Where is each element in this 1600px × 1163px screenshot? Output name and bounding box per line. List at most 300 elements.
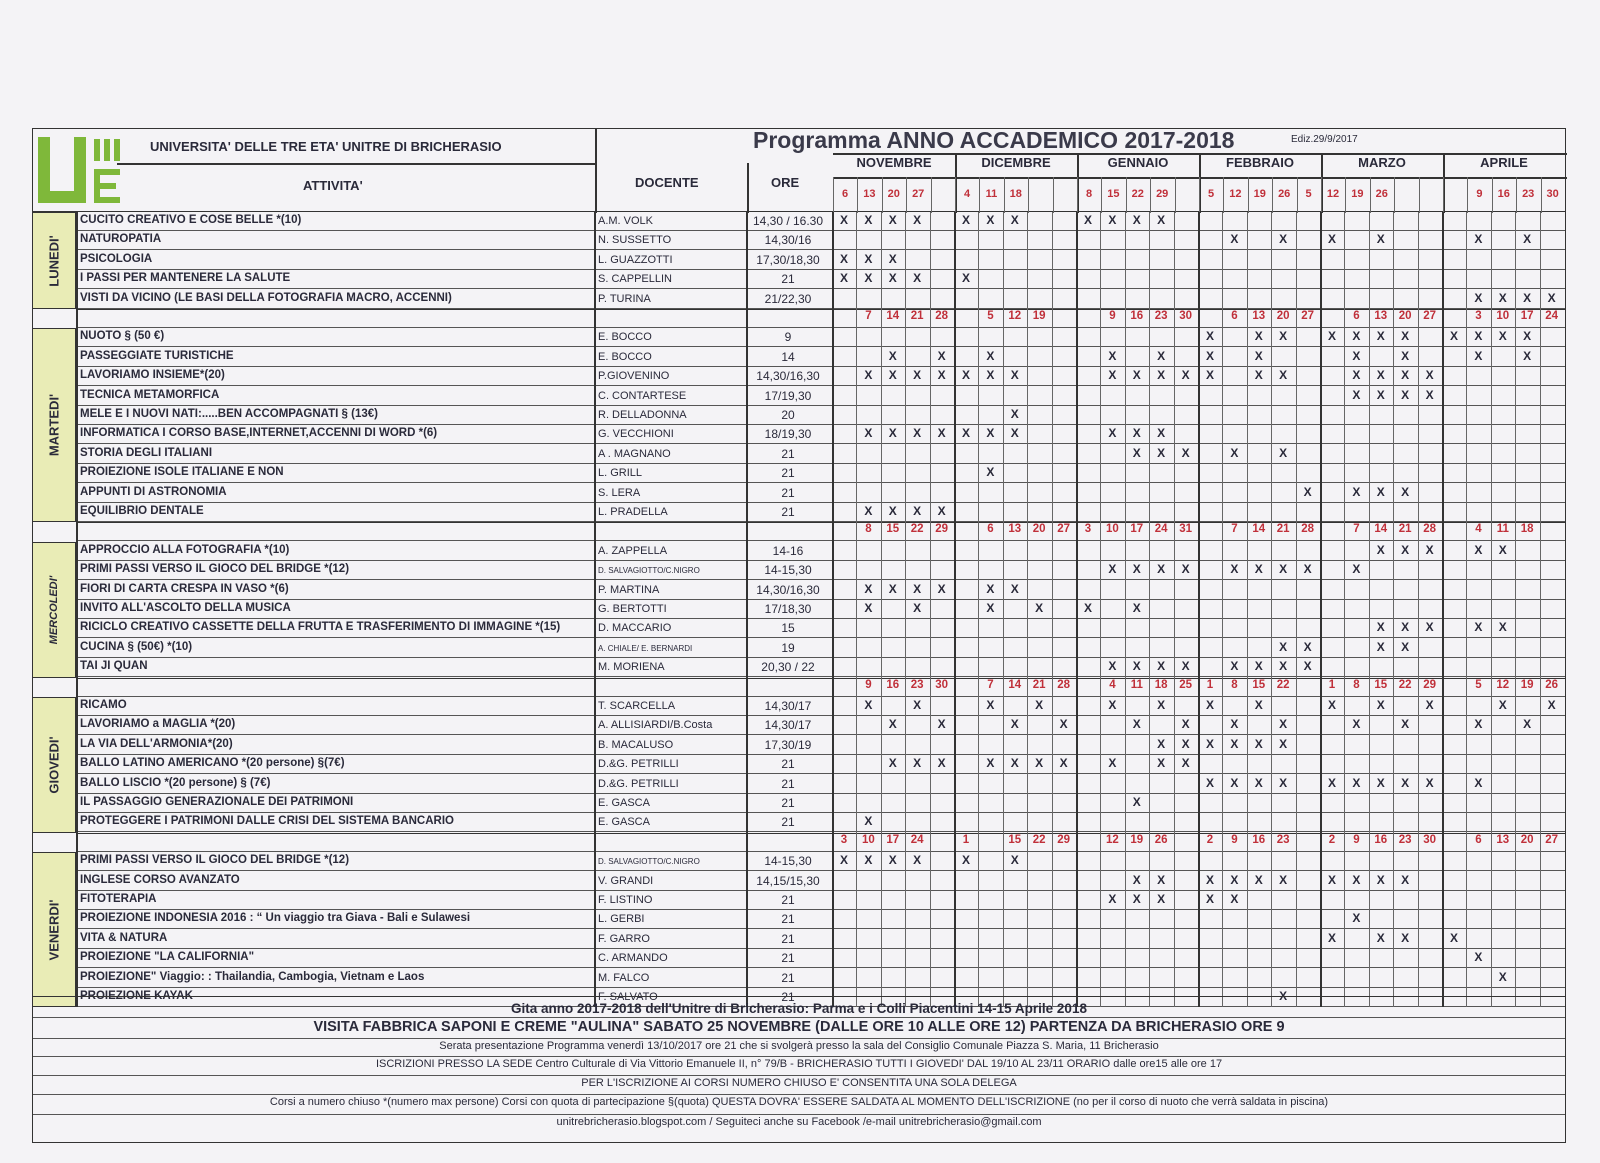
- month-label: FEBBRAIO: [1226, 155, 1294, 170]
- day-number: 16: [1497, 188, 1510, 200]
- day-number: 9: [1231, 833, 1238, 846]
- day-column-line: [1076, 212, 1078, 1007]
- day-number: 10: [1105, 523, 1119, 536]
- activity-name: IL PASSAGGIO GENERAZIONALE DEI PATRIMONI: [80, 796, 354, 808]
- session-mark: X: [1401, 872, 1410, 887]
- day-number: 6: [1475, 833, 1482, 846]
- session-mark: X: [1474, 775, 1483, 790]
- day-number: 11: [1130, 678, 1143, 691]
- day-number: 28: [935, 310, 948, 322]
- session-mark: X: [1303, 639, 1312, 654]
- table-row: [32, 503, 1566, 522]
- time-slot: 21: [781, 796, 795, 810]
- session-mark: X: [1108, 756, 1117, 771]
- session-mark: X: [1132, 368, 1141, 383]
- day-number: 9: [865, 678, 872, 691]
- day-number: 16: [1130, 310, 1144, 322]
- table-row: [32, 794, 1566, 813]
- session-mark: X: [1132, 717, 1141, 732]
- day-number: 22: [910, 523, 924, 536]
- table-row: [32, 852, 1566, 871]
- session-mark: X: [1108, 368, 1117, 383]
- day-number: 5: [1475, 678, 1482, 691]
- day-column-line: [881, 212, 882, 1007]
- teacher-name: P. TURINA: [598, 292, 651, 305]
- session-mark: X: [913, 601, 922, 615]
- session-mark: X: [888, 368, 897, 383]
- day-number: 1: [1328, 678, 1336, 691]
- session-mark: X: [1132, 795, 1141, 809]
- day-number: 22: [1131, 188, 1144, 200]
- session-mark: X: [913, 368, 922, 383]
- teacher-name: B. MACALUSO: [598, 738, 674, 751]
- day-number: 18: [1154, 678, 1168, 691]
- day-number: 8: [865, 523, 872, 536]
- session-mark: X: [1010, 368, 1019, 383]
- session-mark: X: [1352, 348, 1361, 363]
- activity-name: LAVORIAMO a MAGLIA *(20): [80, 718, 236, 731]
- month-label: MARZO: [1358, 155, 1406, 170]
- session-mark: X: [1547, 290, 1556, 305]
- session-mark: X: [1425, 387, 1434, 402]
- session-mark: X: [864, 271, 873, 286]
- day-number: 20: [1276, 310, 1290, 322]
- page-title: Programma ANNO ACCADEMICO 2017-2018: [753, 127, 1235, 153]
- day-column-line: [1198, 212, 1200, 1007]
- teacher-name: D.&G. PETRILLI: [598, 777, 679, 790]
- registration-info: ISCRIZIONI PRESSO LA SEDE Centro Culturale di Via Vittorio Emanuele II, n° 79/B - BRICHERASIO TUTTI I GIOVEDI' DAL 19/10 AL 23/11 ORARIO dalle ore15 alle ore 17: [375, 1058, 1223, 1070]
- session-mark: X: [1376, 872, 1385, 887]
- session-mark: X: [1352, 368, 1361, 383]
- session-mark: X: [1010, 717, 1019, 732]
- session-mark: X: [1108, 892, 1117, 906]
- teacher-name: G. BERTOTTI: [598, 603, 667, 615]
- session-mark: X: [1157, 445, 1166, 460]
- session-mark: X: [1035, 756, 1044, 771]
- time-slot: 18/19,30: [764, 427, 812, 442]
- session-mark: X: [1279, 775, 1288, 790]
- day-column-line: [1222, 212, 1223, 1007]
- day-column-line: [1393, 212, 1394, 1007]
- session-mark: X: [1083, 601, 1092, 615]
- time-slot: 20: [781, 408, 795, 422]
- activity-name: BALLO LATINO AMERICANO *(20 persone) §(7€): [80, 757, 345, 770]
- session-mark: X: [1279, 736, 1288, 751]
- day-number: 23: [1522, 188, 1535, 200]
- day-number: 19: [1253, 188, 1266, 200]
- session-mark: X: [1132, 562, 1141, 577]
- time-slot: 21/22,30: [764, 291, 812, 306]
- teacher-name: L. GERBI: [598, 913, 645, 926]
- table-row: [32, 930, 1566, 949]
- day-number: 24: [1545, 310, 1558, 322]
- teacher-name: L. PRADELLA: [598, 506, 668, 518]
- weekday-name: MARTEDI': [46, 394, 62, 457]
- activity-name: APPROCCIO ALLA FOTOGRAFIA *(10): [80, 543, 290, 556]
- session-mark: X: [1181, 368, 1190, 383]
- session-mark: X: [1010, 407, 1019, 421]
- table-row: [32, 813, 1566, 832]
- activity-name: RICICLO CREATIVO CASSETTE DELLA FRUTTA E TRASFERIMENTO DI IMMAGINE *(15): [80, 621, 561, 634]
- day-number: 26: [1154, 833, 1168, 846]
- day-numbers-row: [32, 678, 1566, 697]
- session-mark: X: [1205, 775, 1214, 790]
- day-number: 2: [1206, 833, 1214, 846]
- day-number: 22: [1276, 678, 1290, 691]
- university-name: UNIVERSITA' DELLE TRE ETA' UNITRE DI BRICHERASIO: [150, 139, 502, 154]
- teacher-name: V. GRANDI: [598, 874, 654, 887]
- weekday-label: [32, 852, 76, 1007]
- day-number: 7: [865, 310, 872, 322]
- session-mark: X: [1401, 930, 1410, 945]
- teacher-name: A.M. VOLK: [598, 215, 654, 227]
- month-label: NOVEMBRE: [856, 155, 932, 170]
- day-number: 27: [1545, 833, 1558, 846]
- session-mark: X: [1254, 348, 1263, 363]
- session-mark: X: [1205, 736, 1214, 751]
- day-number: 10: [1496, 310, 1510, 322]
- day-number: 16: [1252, 833, 1266, 846]
- session-mark: X: [1157, 426, 1166, 441]
- day-number: 15: [886, 523, 900, 536]
- day-column-line: [1003, 212, 1004, 1007]
- session-mark: X: [1254, 329, 1263, 344]
- session-mark: X: [864, 814, 873, 829]
- session-mark: X: [1303, 484, 1312, 499]
- table-row: [32, 658, 1566, 677]
- session-mark: X: [1132, 872, 1141, 887]
- day-column-line: [1418, 212, 1419, 1007]
- day-number: 8: [1353, 678, 1360, 691]
- day-number: 27: [912, 188, 925, 200]
- session-mark: X: [1474, 717, 1483, 732]
- table-row: [32, 231, 1566, 250]
- day-number: 22: [1032, 833, 1046, 846]
- teacher-name: G. VECCHIONI: [598, 428, 674, 441]
- session-mark: X: [1059, 717, 1068, 732]
- teacher-name: N. SUSSETTO: [598, 234, 672, 247]
- day-number: 19: [1520, 678, 1534, 691]
- day-number: 5: [1305, 188, 1312, 200]
- session-mark: X: [961, 271, 970, 286]
- day-column-line: [1174, 212, 1175, 1007]
- session-mark: X: [1376, 639, 1385, 654]
- session-mark: X: [1132, 213, 1141, 227]
- table-row: [32, 949, 1566, 968]
- teacher-name: F. GARRO: [598, 932, 650, 945]
- table-row: [32, 600, 1566, 619]
- session-mark: X: [1132, 659, 1141, 674]
- session-mark: X: [1132, 445, 1141, 460]
- activity-name: MELE E I NUOVI NATI:.....BEN ACCOMPAGNATI § (13€): [80, 408, 378, 420]
- session-mark: X: [1401, 542, 1410, 557]
- day-number: 12: [1105, 833, 1119, 846]
- session-mark: X: [1230, 445, 1239, 460]
- session-mark: X: [1157, 659, 1166, 674]
- activity-name: LAVORIAMO INSIEME*(20): [80, 369, 225, 382]
- day-number: 26: [1278, 188, 1291, 200]
- day-number: 29: [1057, 833, 1070, 846]
- time-slot: 21: [781, 931, 795, 946]
- day-number: 17: [1130, 523, 1144, 536]
- day-number: 30: [1179, 310, 1192, 322]
- day-number: 26: [1375, 188, 1388, 200]
- activity-name: PROIEZIONE "LA CALIFORNIA": [80, 951, 255, 964]
- activity-name: TECNICA METAMORFICA: [80, 388, 220, 401]
- time-slot: 15: [781, 621, 795, 636]
- session-mark: X: [1230, 775, 1239, 790]
- day-column-line: [954, 212, 956, 1007]
- session-mark: X: [1352, 387, 1361, 402]
- session-mark: X: [839, 853, 848, 868]
- session-mark: X: [1010, 581, 1019, 596]
- session-mark: X: [1352, 872, 1361, 887]
- table-row: [32, 619, 1566, 638]
- session-mark: X: [1401, 717, 1410, 732]
- activity-name: RICAMO: [80, 699, 127, 711]
- day-number: 27: [1057, 523, 1070, 536]
- session-mark: X: [1425, 542, 1434, 557]
- teacher-name: T. SCARCELLA: [598, 700, 676, 712]
- session-mark: X: [864, 601, 873, 615]
- column-line: [746, 212, 748, 1007]
- session-mark: X: [839, 251, 848, 266]
- session-mark: X: [1352, 717, 1361, 732]
- time-slot: 21: [781, 757, 795, 772]
- table-row: [32, 561, 1566, 580]
- session-mark: X: [1279, 717, 1288, 732]
- session-mark: X: [1157, 368, 1166, 383]
- session-mark: X: [1498, 290, 1507, 305]
- activity-name: STORIA DEGLI ITALIANI: [80, 446, 213, 459]
- day-number: 28: [1301, 523, 1314, 536]
- day-number: 15: [1107, 188, 1120, 200]
- day-column-line: [1515, 212, 1516, 1007]
- day-number: 9: [1476, 188, 1483, 200]
- weekday-label: [32, 212, 76, 309]
- day-number: 13: [1252, 310, 1266, 322]
- session-mark: X: [986, 756, 995, 771]
- session-mark: X: [1401, 484, 1410, 499]
- day-number: 9: [1109, 310, 1116, 322]
- table-row: [32, 639, 1566, 658]
- time-slot: 17/18,30: [764, 602, 812, 616]
- day-number: 4: [1475, 523, 1482, 536]
- table-row: [32, 542, 1566, 561]
- session-mark: X: [1157, 562, 1166, 577]
- session-mark: X: [1157, 213, 1166, 227]
- session-mark: X: [1010, 756, 1019, 771]
- session-mark: X: [1327, 698, 1336, 712]
- time-slot: 19: [781, 640, 795, 655]
- teacher-name: R. DELLADONNA: [598, 409, 687, 421]
- session-mark: X: [961, 368, 970, 383]
- day-number: 8: [1085, 188, 1093, 200]
- session-mark: X: [1352, 911, 1361, 926]
- day-column-line: [1052, 212, 1053, 1007]
- time-slot: 21: [781, 990, 795, 1004]
- day-column-line: [1466, 212, 1467, 1007]
- contacts: unitrebricherasio.blogspot.com / Seguiteci anche su Facebook /e-mail unitrebricherasio@gmail.com: [556, 1116, 1042, 1128]
- session-mark: X: [1498, 698, 1507, 712]
- session-mark: X: [986, 368, 995, 383]
- session-mark: X: [1108, 348, 1117, 363]
- activity-name: FIORI DI CARTA CRESPA IN VASO *(6): [80, 582, 289, 595]
- activity-name: EQUILIBRIO DENTALE: [80, 505, 204, 517]
- session-mark: X: [986, 348, 995, 363]
- day-number: 13: [863, 188, 876, 200]
- time-slot: 20,30 / 22: [761, 660, 815, 675]
- session-mark: X: [1157, 756, 1166, 771]
- session-mark: X: [961, 213, 970, 227]
- teacher-name: E. GASCA: [598, 797, 650, 809]
- day-number: 26: [1545, 678, 1558, 691]
- day-number: 24: [910, 833, 924, 846]
- schedule-grid: [32, 212, 1566, 1004]
- session-mark: X: [913, 756, 922, 771]
- session-mark: X: [1108, 426, 1117, 441]
- day-number: 19: [1032, 310, 1046, 322]
- activity-name: PROTEGGERE I PATRIMONI DALLE CRISI DEL SISTEMA BANCARIO: [80, 815, 454, 828]
- activity-name: NATUROPATIA: [80, 233, 162, 246]
- day-number: 16: [1374, 833, 1388, 846]
- session-mark: X: [1327, 872, 1336, 887]
- day-number: 29: [935, 523, 948, 536]
- activity-name: FITOTERAPIA: [80, 893, 157, 905]
- session-mark: X: [888, 271, 897, 286]
- day-number: 3: [840, 833, 848, 846]
- time-slot: 17,30/19: [764, 737, 812, 752]
- trip-announcement: Gita anno 2017-2018 dell'Unitre di Bricherasio: Parma e i Colli Piacentini 14-15 Aprile 2018: [511, 1001, 1087, 1016]
- activity-name: PROIEZIONE KAYAK: [80, 990, 193, 1002]
- session-mark: X: [1279, 659, 1288, 674]
- time-slot: 21: [781, 446, 795, 461]
- session-mark: X: [1157, 872, 1166, 887]
- weekday-name: VENERDI': [46, 899, 62, 961]
- day-number: 6: [1231, 310, 1238, 322]
- day-number: 19: [1130, 833, 1144, 846]
- day-number: 30: [1423, 833, 1436, 846]
- table-row: [32, 872, 1566, 891]
- time-slot: 9: [784, 330, 792, 345]
- day-number: 15: [1252, 678, 1266, 691]
- session-mark: X: [1279, 368, 1288, 383]
- time-slot: 14-15,30: [764, 854, 812, 869]
- day-number: 6: [987, 523, 994, 536]
- session-mark: X: [1547, 698, 1556, 712]
- session-mark: X: [1132, 892, 1141, 906]
- teacher-name: S. LERA: [598, 486, 641, 499]
- day-number: 5: [1207, 188, 1215, 200]
- session-mark: X: [1498, 969, 1507, 984]
- weekday-label: [32, 542, 76, 678]
- day-column-line: [1271, 212, 1272, 1007]
- session-mark: X: [1205, 698, 1214, 712]
- session-mark: X: [1083, 213, 1092, 227]
- teacher-name: L. GUAZZOTTI: [598, 253, 673, 266]
- table-row: [32, 425, 1566, 444]
- session-mark: X: [1108, 562, 1117, 577]
- unitre-logo: [38, 135, 122, 205]
- teacher-name: M. FALCO: [598, 971, 650, 984]
- session-mark: X: [1205, 872, 1214, 887]
- session-mark: X: [1205, 348, 1214, 363]
- activity-name: PSICOLOGIA: [80, 252, 153, 265]
- day-number: 6: [841, 188, 849, 200]
- day-number: 31: [1179, 523, 1192, 536]
- day-number: 24: [1154, 523, 1168, 536]
- day-number: 11: [1496, 523, 1509, 536]
- table-row: [32, 328, 1566, 347]
- session-mark: X: [1376, 698, 1385, 712]
- session-mark: X: [1279, 639, 1288, 654]
- day-number: 12: [1496, 678, 1510, 691]
- time-slot: 21: [781, 893, 795, 907]
- day-number: 7: [987, 678, 994, 691]
- day-number: 3: [1084, 523, 1092, 536]
- session-mark: X: [986, 426, 995, 441]
- day-number: 10: [861, 833, 875, 846]
- session-mark: X: [1523, 329, 1532, 344]
- activity-name: INFORMATICA I CORSO BASE,INTERNET,ACCENNI DI WORD *(6): [80, 427, 438, 440]
- session-mark: X: [864, 251, 873, 266]
- session-mark: X: [1035, 601, 1044, 615]
- session-mark: X: [1181, 717, 1190, 732]
- session-mark: X: [1474, 348, 1483, 363]
- session-mark: X: [839, 213, 848, 227]
- session-mark: X: [1279, 989, 1288, 1003]
- weekday-label: [32, 328, 76, 522]
- time-slot: 21: [781, 776, 795, 791]
- table-row: [32, 290, 1566, 309]
- day-number: 29: [1423, 678, 1436, 691]
- activity-name: CUCITO CREATIVO E COSE BELLE *(10): [80, 214, 302, 226]
- time-slot: 14-16: [772, 543, 804, 558]
- day-number: 23: [1154, 310, 1168, 322]
- day-number: 25: [1179, 678, 1192, 691]
- teacher-name: S. CAPPELLIN: [598, 273, 672, 286]
- session-mark: X: [1108, 213, 1117, 227]
- time-slot: 17/19,30: [764, 388, 812, 403]
- day-numbers-row: [32, 309, 1566, 328]
- time-slot: 14,30 / 16.30: [752, 214, 824, 228]
- session-mark: X: [913, 271, 922, 286]
- time-slot: 14,30/17: [764, 718, 812, 733]
- session-mark: X: [1376, 232, 1385, 247]
- day-number: 14: [1374, 523, 1388, 536]
- day-number: 27: [1423, 310, 1436, 322]
- session-mark: X: [1425, 775, 1434, 790]
- session-mark: X: [1254, 659, 1263, 674]
- day-column-line: [1028, 177, 1029, 213]
- session-mark: X: [888, 348, 897, 363]
- day-number: 16: [886, 678, 900, 691]
- session-mark: X: [1254, 775, 1263, 790]
- day-column-line: [905, 212, 906, 1007]
- day-number: 9: [1353, 833, 1360, 846]
- column-header-docente: DOCENTE: [635, 175, 699, 190]
- day-column-line: [1443, 177, 1444, 213]
- time-slot: 21: [781, 272, 795, 287]
- session-mark: X: [1181, 736, 1190, 751]
- footer: [32, 996, 1566, 1143]
- teacher-name: M. MORIENA: [598, 661, 665, 674]
- activity-name: INGLESE CORSO AVANZATO: [80, 873, 240, 886]
- day-number: 6: [1353, 310, 1360, 322]
- time-slot: 14-15,30: [764, 563, 812, 578]
- day-number: 19: [1351, 188, 1364, 200]
- day-number: 1: [962, 833, 970, 846]
